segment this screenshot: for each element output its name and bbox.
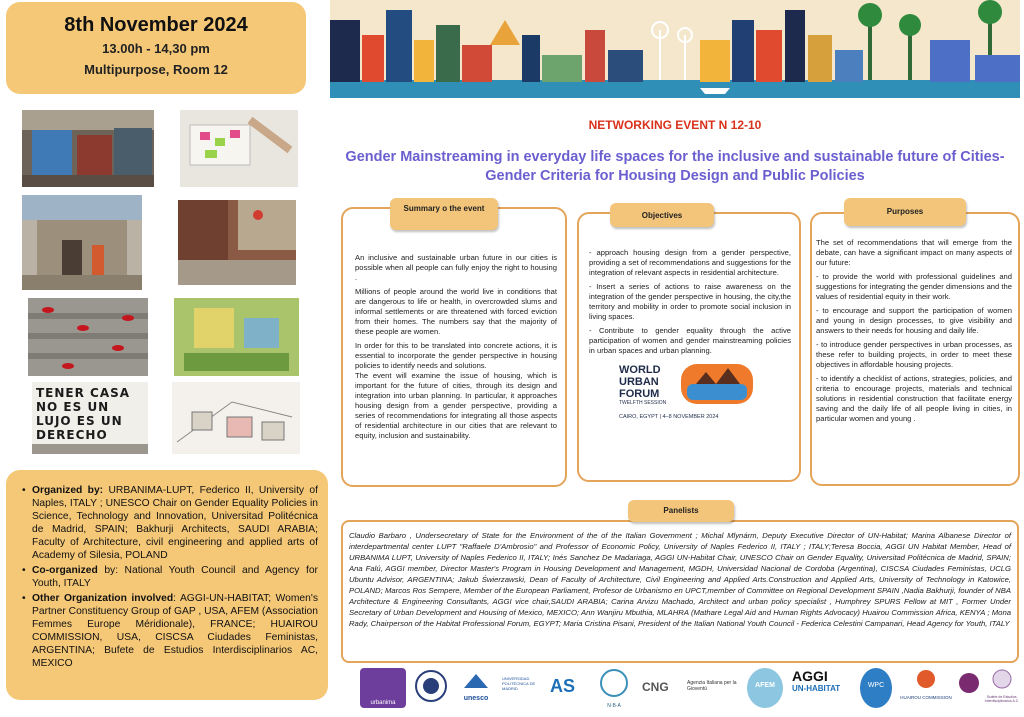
purposes-label: Purposes bbox=[844, 198, 966, 226]
purpose-item: - to identify a checklist of actions, strategies, policies, and criteria to encourage projects, materials and technical solutions in residential construction that facilitate energy saving and the daily life of all people living in cities, in particular women and young . bbox=[816, 374, 1012, 423]
objective-item: - Insert a series of actions to raise awareness on the integration of the gender perspective in housing, the city,the territory and mobility in order to promote social inclusion in living spaces. bbox=[589, 282, 791, 321]
objectives-box bbox=[577, 212, 801, 482]
green-model-photo bbox=[174, 298, 299, 376]
urbanima-logo: urbanima bbox=[360, 668, 406, 708]
event-date: 8th November 2024 bbox=[64, 14, 248, 36]
skyline-illustration bbox=[330, 0, 1020, 98]
red-shoes-steps-photo bbox=[28, 298, 148, 376]
wuf-line2: URBAN bbox=[619, 376, 659, 388]
event-title: Gender Mainstreaming in everyday life spaces for the inclusive and sustainable future of Cities- Gender Criteria for Housing Design and Public Policies bbox=[345, 149, 1005, 184]
aggi-logo: AGGI UN-HABITAT bbox=[792, 668, 854, 708]
bufete-logo: Bufete de Estudios Interdisciplinarios A.C. bbox=[984, 668, 1020, 708]
university-naples-logo bbox=[412, 668, 450, 708]
panelists-label: Panelists bbox=[628, 500, 734, 522]
wuf-session: TWELFTH SESSION bbox=[619, 400, 667, 406]
summary-paragraph: In order for this to be translated into concrete actions, it is essential to incorporate the gender perspective in housing policies to identify needs and solutions. bbox=[355, 341, 557, 370]
slum-photo-art bbox=[22, 110, 154, 187]
wpc-logo: WPC bbox=[860, 668, 892, 708]
objectives-label: Objectives bbox=[610, 203, 714, 227]
huairou-logo: HUAIROU COMMISSION bbox=[900, 668, 952, 708]
partner-logos bbox=[352, 668, 1022, 713]
organizers-box bbox=[6, 470, 328, 700]
event-room: Multipurpose, Room 12 bbox=[84, 62, 228, 77]
street-scene-art bbox=[178, 200, 296, 285]
coorganized-item bbox=[22, 564, 318, 590]
organized-by-item bbox=[22, 484, 318, 562]
objective-item: - Contribute to gender equality through the active participation of women and gender mainstreaming policies in urban spaces and urban planning. bbox=[589, 326, 791, 355]
wuf-line3: FORUM bbox=[619, 388, 660, 400]
wuf-emblem-icon bbox=[681, 364, 753, 404]
panelists-box bbox=[341, 520, 1019, 663]
other-org-text: : AGGI-UN-HABITAT; Women's Partner Constituency Group of GAP , USA, AFEM (Association Femmes Europe Méridionale), FRANCE; HUAIROU COMMISSION, USA, CISCSA Ciudades Feministas, ARGENTINA; Bufete de Estudios Interdisciplinarios AC, MEXICO bbox=[32, 593, 318, 669]
event-number: NETWORKING EVENT N 12-10 bbox=[588, 118, 762, 132]
urban-plan-drawing-photo bbox=[172, 382, 300, 454]
other-org-item bbox=[22, 592, 318, 670]
summary-paragraph: Millions of people around the world live in conditions that are dangerous to life or health, in overcrowded slums and informal settlements or are threatened with forced eviction from their homes. The numbers say that the majority of these people are women. bbox=[355, 287, 557, 336]
summary-label: Summary o the event bbox=[390, 198, 498, 230]
rural-house-art bbox=[22, 195, 142, 290]
afem-logo: AFEM bbox=[747, 668, 783, 708]
purpose-item: - to encourage and support the participation of women and young in design processes, to give visibility and answers to their needs for housing and daily life. bbox=[816, 306, 1012, 335]
woman-rural-house-photo bbox=[22, 195, 142, 290]
plan-drawing-art bbox=[172, 382, 300, 454]
unesco-logo: unesco bbox=[456, 668, 496, 708]
date-box bbox=[6, 2, 306, 94]
objective-item: - approach housing design from a gender perspective, providing a set of recommendations and suggestions for the integration of relevant aspects in residential architecture. bbox=[589, 248, 791, 277]
purposes-box bbox=[810, 212, 1020, 486]
politecnica-logo: UNIVERSIDAD POLITÉCNICA DE MADRID bbox=[502, 676, 536, 691]
wuf-line1: WORLD bbox=[619, 364, 661, 376]
protest-sign-text: TENER CASA NO ES UN LUJO ES UN DERECHO bbox=[36, 386, 131, 442]
purpose-item: - to introduce gender perspectives in urban processes, as these refer to building projects, in order to meet these objectives in affordable housing projects. bbox=[816, 340, 1012, 369]
agenzia-giovani-logo: Agenzia Italiana per la Gioventù bbox=[687, 680, 737, 692]
wuf-logo bbox=[589, 364, 791, 424]
event-time: 13.00h - 14,30 pm bbox=[102, 41, 210, 56]
city-banner-illustration bbox=[330, 0, 1020, 98]
housing-protest-sign-photo bbox=[32, 382, 148, 454]
panelists-text: Claudio Barbaro , Undersecretary of State for the Environment of the of the Italian Government ; Michal Mlynárm, Deputy Executive Director of UN-Habitat; Marina Albanese Director of interdepartmental center LUPT "Raffaele D'Ambrosio" and Professor of Economic Policy, University of Naples Federico II, ITALY ; ITALY;Teresa Boccia, AGGI UN Habitat Member, Head of URBANIMA LUPT, University of Naples Federico II, ITALY; Inés Sanchez De Madariaga, AGGI UN-Habitat Chair, UNESCO Chair on Gender Equality, Universitad Politécnica de Madrid, SPAIN; Ana Falú, AGGI member, Director Master's Program in Housing Development and Management, MGDH, Universidad Nacional de Cordoba (Argentina), CISCSA Ciudades Feministas, UCLG Ubuntu Advisor, ARGENTINA; Jakub Świerzawski, Dean of Faculty of Architecture, Civil Engineering and Applied Arts.Construction and Applied Arts, University of Technology in Katowice, POLAND; Marcos Ros Sempere, Member of the European Parliament, Profesor de Urbanismo en UPCT,member of Committee on Regional Development SPAIN ,Nadia Bakhurji, founder of NBA Architecture & Engineering Consultants, AGGI vice chair,SAUDI ARABIA; Carina Arvizu Machado, Architect and urban policy specialist , Humphrey SPURS Fellow at MIT , Former Under Secretary of Urban Development and Housing of Mexico, MEXICO; Ann Wanjiru Mbuthia, MLAHRA (Mathare Legal Aid and Human Rights Advocacy) Huairou Commission Africa, KENYA ; Mona Rady, Chairperson of the Habitat Professional Forum, EGYPT; Maria Cristina Pisani, President of the Italian National Youth Council - Federica Celestini Campanari, Head Agency for Youth, ITALY bbox=[349, 531, 1011, 628]
organized-by-text: URBANIMA-LUPT, Federico II, University of Naples, ITALY ; UNESCO Chair on Gender Equality Policies in Science, Technology and Innovation, Universitad Politécnica de Madrid, SPAIN; Bakhurji Architects, SAUDI ARABIA; Faculty of Architecture, civil engineering and applied arts of Academy of Silesia, POLAND bbox=[32, 485, 318, 561]
coorganized-label: Co-organized bbox=[32, 565, 98, 576]
cng-logo: CNG bbox=[642, 680, 669, 694]
slum-housing-photo bbox=[22, 110, 154, 187]
street-scene-photo bbox=[178, 200, 296, 285]
summary-paragraph: An inclusive and sustainable urban future in our cities is possible when all people can fully enjoy the right to housing . bbox=[355, 253, 557, 282]
purpose-item: - to provide the world with professional guidelines and suggestions for integrating the gender dimensions and the values of residential equity in their work. bbox=[816, 272, 1012, 301]
red-shoes-art bbox=[28, 298, 148, 376]
ciscsa-logo bbox=[958, 668, 980, 708]
organized-by-label: Organized by: bbox=[32, 485, 104, 496]
academy-silesia-logo: AS bbox=[550, 676, 576, 696]
other-org-label: Other Organization involved bbox=[32, 593, 174, 604]
sketch-photo-art bbox=[180, 110, 298, 187]
nba-logo: N·B·A bbox=[592, 668, 636, 708]
un-habitat-logo: UN-HABITAT bbox=[792, 684, 841, 693]
coorganized-text: by: National Youth Council and Agency for Youth, ITALY bbox=[32, 565, 318, 589]
purpose-item: The set of recommendations that will emerge from the debate, can have a significant impact on many aspects of our future: bbox=[816, 238, 1012, 267]
green-model-art bbox=[174, 298, 299, 376]
summary-paragraph: The event will examine the issue of housing, which is important for the future of cities, through its design and integration into urban planning. In particular, it approaches housing design from a gender perspective, providing a series of recommendations for integrating all those aspects of residential architecture in our cities that are relevant to equity, inclusion and sustainability. bbox=[355, 371, 557, 440]
wuf-place: CAIRO, EGYPT | 4–8 NOVEMBER 2024 bbox=[619, 414, 719, 420]
design-sketch-photo bbox=[180, 110, 298, 187]
summary-box bbox=[341, 207, 567, 487]
